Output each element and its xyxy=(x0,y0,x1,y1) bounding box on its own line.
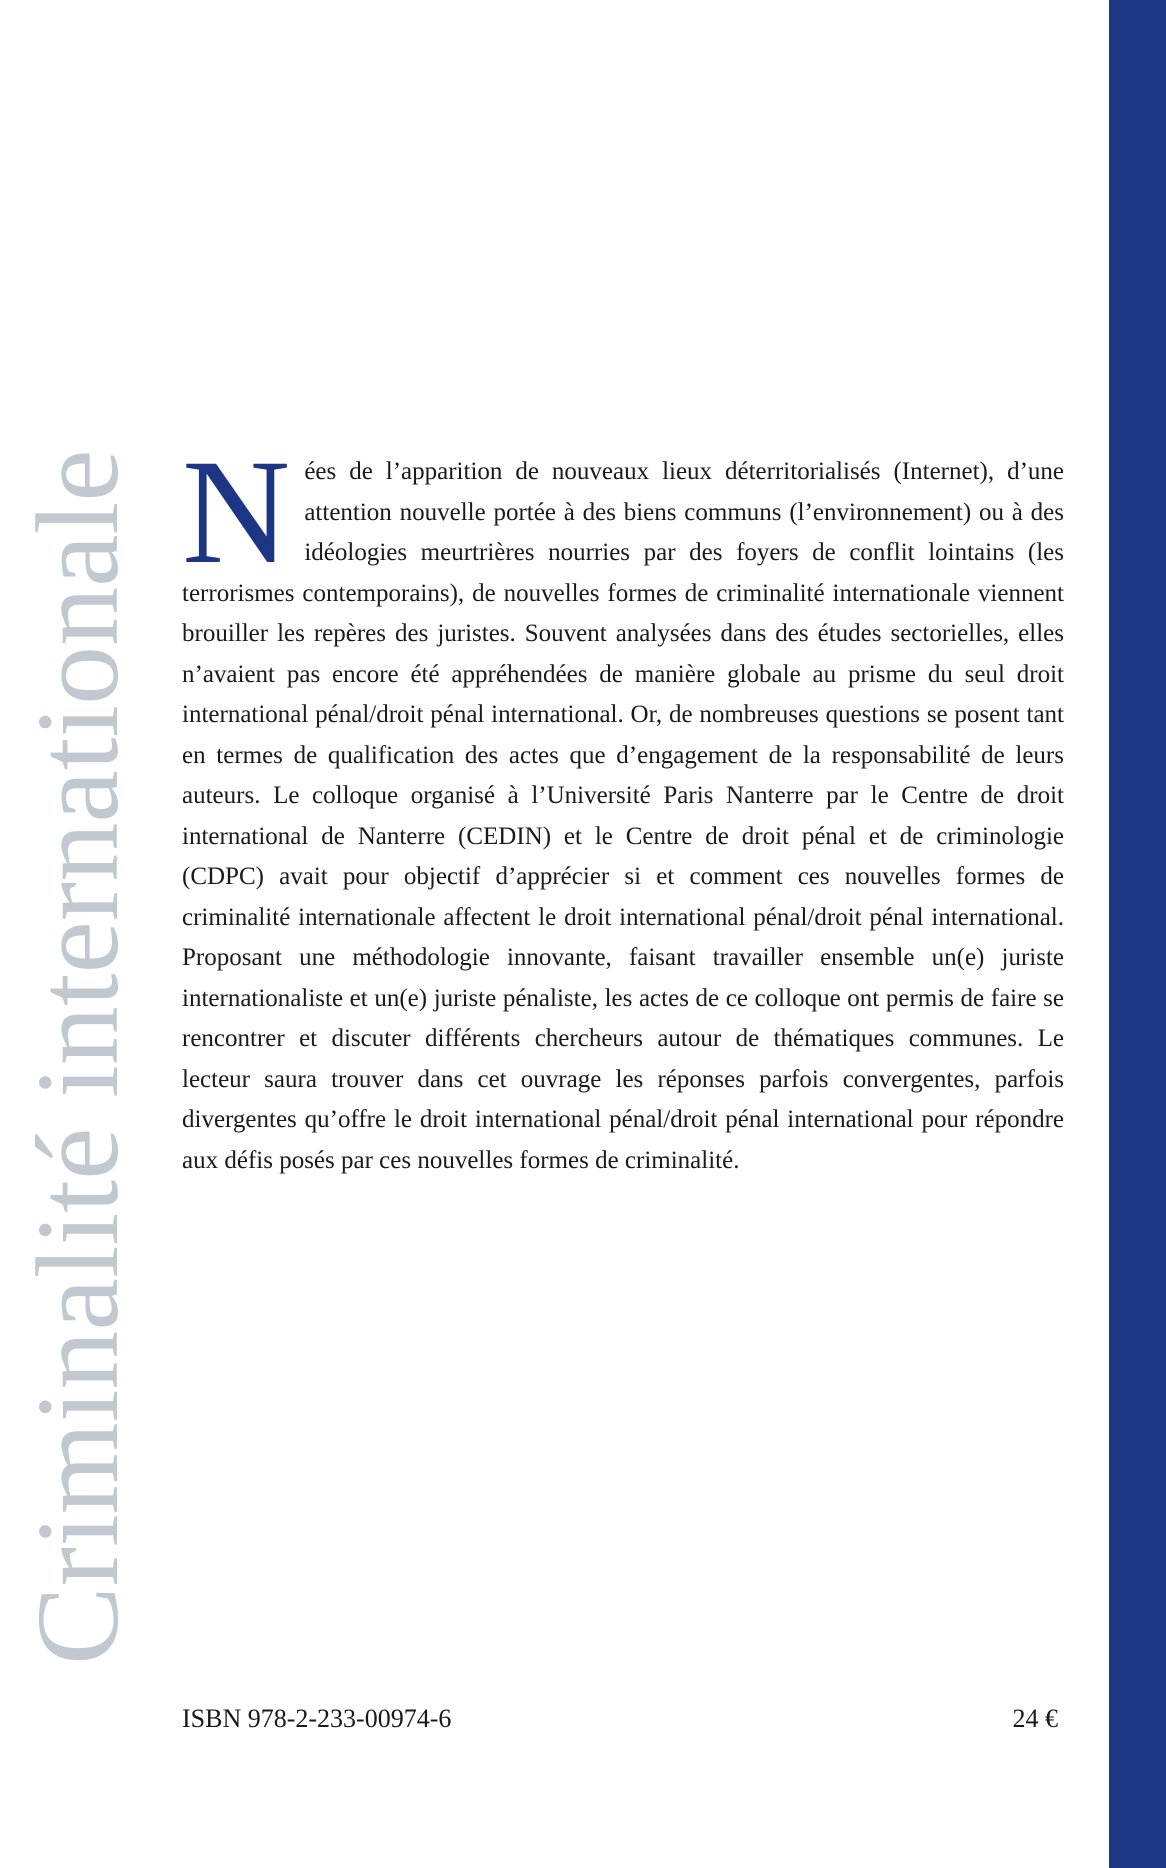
spine-color-band xyxy=(1109,0,1166,1868)
price-label: 24 € xyxy=(1012,1704,1058,1733)
drop-cap-letter: N xyxy=(182,429,291,595)
isbn-number: ISBN 978-2-233-00974-6 xyxy=(182,1704,452,1733)
vertical-book-title: Criminalité internationale xyxy=(12,449,143,1665)
description-text: ées de l’apparition de nouveaux lieux déterritorialisés (Internet), d’une attention nouvelle portée à des biens communs (l’environnement) ou à des idéologies meurtrières nourries par des foyers de conflit lointains (les terrorismes contemporains), de nouvelles formes de criminalité internationale viennent brouiller les repères des juristes. Souvent analysées dans des études sectorielles, elles n’avaient pas encore été appréhendées de manière globale au prisme du seul droit international pénal/droit pénal international. Or, de nombreuses questions se posent tant en termes de qualification des actes que d’engagement de la responsabilité de leurs auteurs. Le colloque organisé à l’Université Paris Nanterre par le Centre de droit international de Nanterre (CEDIN) et le Centre de droit pénal et de criminologie (CDPC) avait pour objectif d’apprécier si et comment ces nouvelles formes de criminalité internationale affectent le droit international pénal/droit pénal international. Proposant une méthodologie innovante, faisant travailler ensemble un(e) juriste internationaliste et un(e) juriste pénaliste, les actes de ce colloque ont permis de faire se rencontrer et discuter différents chercheurs autour de thématiques communes. Le lecteur saura trouver dans cet ouvrage les réponses parfois convergentes, parfois divergentes qu’offre le droit international pénal/droit pénal international pour répondre aux défis posés par ces nouvelles formes de criminalité. xyxy=(182,458,1064,1174)
back-cover-description xyxy=(182,429,1064,1181)
